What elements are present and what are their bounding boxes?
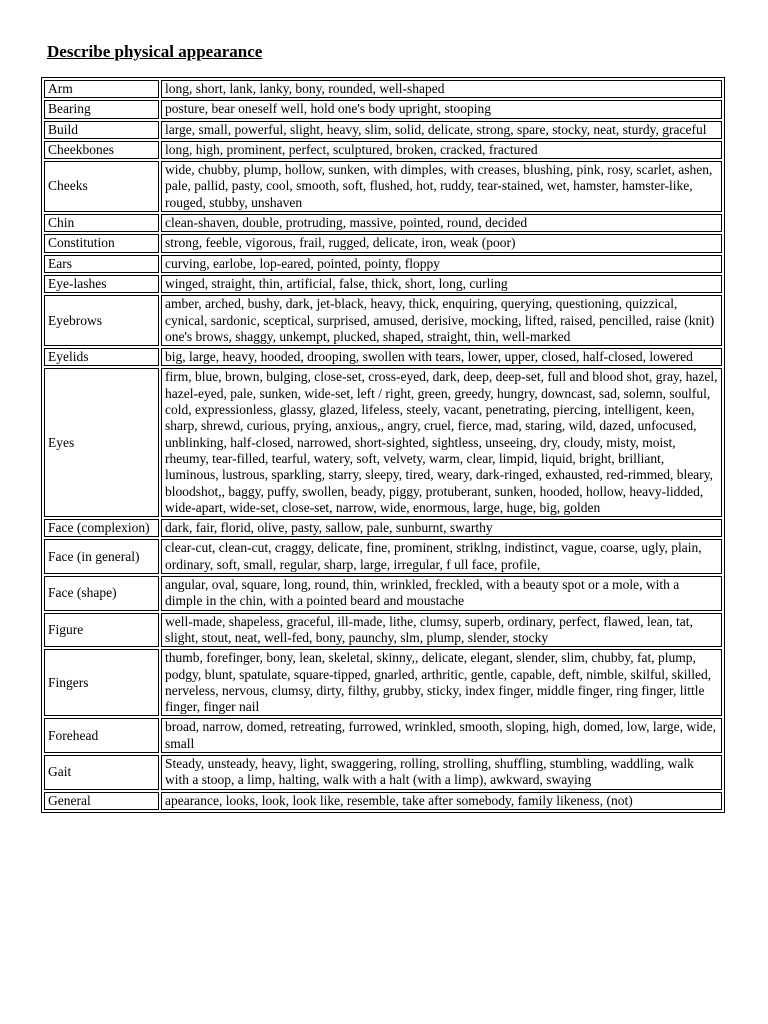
descriptive-words-cell: Steady, unsteady, heavy, light, swaggering, rolling, strolling, shuffling, stumbling, waddling, walk with a stoop, a limp, halting, walk with a halt (with a limp), awkward, swaying bbox=[161, 755, 722, 790]
table-row bbox=[44, 275, 722, 293]
feature-term-cell: Cheeks bbox=[44, 161, 159, 212]
feature-term-cell: Ears bbox=[44, 255, 159, 273]
table-row bbox=[44, 613, 722, 648]
table-row bbox=[44, 100, 722, 118]
descriptive-words-cell: long, high, prominent, perfect, sculptured, broken, cracked, fractured bbox=[161, 141, 722, 159]
page-title: Describe physical appearance bbox=[47, 42, 263, 61]
descriptive-words-cell: strong, feeble, vigorous, frail, rugged, delicate, iron, weak (poor) bbox=[161, 234, 722, 252]
feature-term-cell: Forehead bbox=[44, 718, 159, 753]
descriptive-words-cell: clean-shaven, double, protruding, massive, pointed, round, decided bbox=[161, 214, 722, 232]
descriptive-words-cell: angular, oval, square, long, round, thin, wrinkled, freckled, with a beauty spot or a mole, with a dimple in the chin, with a pointed beard and moustache bbox=[161, 576, 722, 611]
table-row bbox=[44, 649, 722, 716]
feature-term-cell: Eyes bbox=[44, 368, 159, 517]
table-row bbox=[44, 295, 722, 346]
descriptive-words-cell: amber, arched, bushy, dark, jet-black, heavy, thick, enquiring, querying, questioning, quizzical, cynical, sardonic, sceptical, surprised, amused, derisive, mocking, lifted, raised, pencilled, raise (knit) one's brows, shaggy, unkempt, plucked, shaped, straight, thin, well-marked bbox=[161, 295, 722, 346]
feature-term-cell: Build bbox=[44, 121, 159, 139]
feature-term-cell: Cheekbones bbox=[44, 141, 159, 159]
descriptive-words-cell: dark, fair, florid, olive, pasty, sallow, pale, sunburnt, swarthy bbox=[161, 519, 722, 537]
descriptive-words-cell: posture, bear oneself well, hold one's body upright, stooping bbox=[161, 100, 722, 118]
descriptive-words-cell: wide, chubby, plump, hollow, sunken, with dimples, with creases, blushing, pink, rosy, scarlet, ashen, pale, pallid, pasty, cool, smooth, soft, flushed, hot, ruddy, tear-stained, wet, hamster, hamster-like, rouged, stubby, unshaven bbox=[161, 161, 722, 212]
table-row bbox=[44, 539, 722, 574]
table-row bbox=[44, 718, 722, 753]
descriptive-words-cell: thumb, forefinger, bony, lean, skeletal, skinny,, delicate, elegant, slender, slim, chubby, fat, plump, podgy, blunt, spatulate, square-tipped, gnarled, arthritic, gentle, capable, deft, nimble, skilful, skilled, nerveless, nervous, clumsy, dirty, filthy, grubby, sticky, index finger, middle finger, ring finger, little finger, finger nail bbox=[161, 649, 722, 716]
feature-term-cell: Eyelids bbox=[44, 348, 159, 366]
table-row bbox=[44, 161, 722, 212]
feature-term-cell: Chin bbox=[44, 214, 159, 232]
feature-term-cell: General bbox=[44, 792, 159, 810]
table-row bbox=[44, 755, 722, 790]
table-row bbox=[44, 368, 722, 517]
descriptive-words-cell: well-made, shapeless, graceful, ill-made, lithe, clumsy, superb, ordinary, perfect, flawed, lean, tat, slight, stout, neat, well-fed, bony, paunchy, slm, plump, slender, stocky bbox=[161, 613, 722, 648]
feature-term-cell: Eyebrows bbox=[44, 295, 159, 346]
feature-term-cell: Bearing bbox=[44, 100, 159, 118]
descriptive-words-cell: apearance, looks, look, look like, resemble, take after somebody, family likeness, (not) bbox=[161, 792, 722, 810]
feature-term-cell: Fingers bbox=[44, 649, 159, 716]
descriptive-words-cell: broad, narrow, domed, retreating, furrowed, wrinkled, smooth, sloping, high, domed, low, large, wide, small bbox=[161, 718, 722, 753]
table-row bbox=[44, 214, 722, 232]
descriptive-words-cell: firm, blue, brown, bulging, close-set, cross-eyed, dark, deep, deep-set, full and blood shot, gray, hazel, hazel-eyed, pale, sunken, wide-set, left / right, green, greedy, hungry, downcast, sad, solemn, soulful, cold, expressionless, glassy, glazed, lifeless, steely, vacant, penetrating, piercing, intelligent, keen, sharp, shrewd, curious, prying, anxious,, angry, cruel, fierce, mad, staring, wild, dazed, unfocused, unblinking, half-closed, narrowed, short-sighted, sightless, unseeing, dry, cloudy, misty, moist, rheumy, tear-filled, tearful, watery, soft, velvety, warm, clear, limpid, liquid, bright, brilliant, luminous, lustrous, sparkling, starry, sleepy, tired, weary, dark-ringed, exhausted, red-rimmed, bleary, bloodshot,, baggy, puffy, swollen, beady, piggy, protuberant, sunken, hooded, hollow, heavy-lidded, wide-apart, wide-set, close-set, narrow, wide, enormous, large, huge, big, golden bbox=[161, 368, 722, 517]
table-row bbox=[44, 255, 722, 273]
table-row bbox=[44, 348, 722, 366]
table-row bbox=[44, 80, 722, 98]
table-row bbox=[44, 792, 722, 810]
descriptive-words-cell: long, short, lank, lanky, bony, rounded, well-shaped bbox=[161, 80, 722, 98]
descriptive-words-cell: curving, earlobe, lop-eared, pointed, pointy, floppy bbox=[161, 255, 722, 273]
feature-term-cell: Figure bbox=[44, 613, 159, 648]
feature-term-cell: Constitution bbox=[44, 234, 159, 252]
table-row bbox=[44, 576, 722, 611]
feature-term-cell: Face (shape) bbox=[44, 576, 159, 611]
feature-term-cell: Face (complexion) bbox=[44, 519, 159, 537]
descriptive-words-cell: large, small, powerful, slight, heavy, slim, solid, delicate, strong, spare, stocky, neat, sturdy, graceful bbox=[161, 121, 722, 139]
descriptive-words-cell: big, large, heavy, hooded, drooping, swollen with tears, lower, upper, closed, half-closed, lowered bbox=[161, 348, 722, 366]
table-row bbox=[44, 234, 722, 252]
feature-term-cell: Eye-lashes bbox=[44, 275, 159, 293]
vocabulary-table bbox=[41, 77, 725, 813]
feature-term-cell: Face (in general) bbox=[44, 539, 159, 574]
descriptive-words-cell: winged, straight, thin, artificial, false, thick, short, long, curling bbox=[161, 275, 722, 293]
table-row bbox=[44, 121, 722, 139]
feature-term-cell: Gait bbox=[44, 755, 159, 790]
table-row bbox=[44, 141, 722, 159]
table-body bbox=[44, 80, 722, 810]
feature-term-cell: Arm bbox=[44, 80, 159, 98]
table-row bbox=[44, 519, 722, 537]
descriptive-words-cell: clear-cut, clean-cut, craggy, delicate, fine, prominent, striklng, indistinct, vague, coarse, ugly, plain, ordinary, soft, small, regular, sharp, large, irregular, f ull face, profile, bbox=[161, 539, 722, 574]
